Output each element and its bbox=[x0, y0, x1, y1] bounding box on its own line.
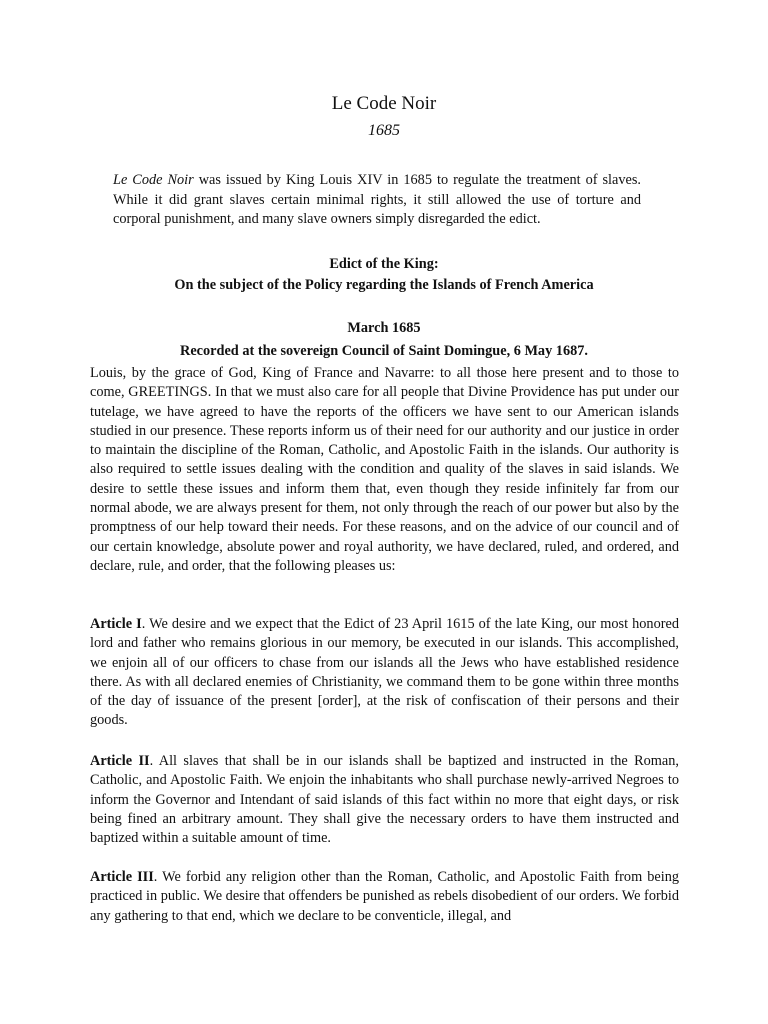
document-year: 1685 bbox=[368, 122, 400, 139]
preamble-paragraph: Louis, by the grace of God, King of France and Navarre: to all those here present and to those to come, GREETINGS. In that we must also care for all people that Divine Providence has put under our tutelage, we have agreed to have the reports of the officers we have sent to our American islands studied in our presence. These reports inform us of their need for our authority and our justice in order to maintain the discipline of the Roman, Catholic, and Apostolic Faith in the islands. Our authority is also required to settle issues dealing with the condition and quality of the slaves in said islands. We desire to settle these issues and inform them that, even though they reside infinitely far from our normal abode, we are always present for them, not only through the reach of our power but also by the promptness of our help toward their needs. For these reasons, and on the advice of our council and of our certain knowledge, absolute power and royal authority, we have declared, ruled, and ordered, and declare, rule, and order, that the following pleases us: bbox=[90, 365, 679, 574]
article-label: Article II bbox=[90, 753, 150, 769]
document-title: Le Code Noir bbox=[331, 93, 437, 114]
intro-italic-lead: Le Code Noir bbox=[113, 172, 194, 188]
edict-subheading: On the subject of the Policy regarding the Islands of French America bbox=[174, 277, 594, 293]
date-heading: March 1685 bbox=[347, 320, 421, 336]
edict-heading: Edict of the King: bbox=[329, 256, 439, 272]
intro-paragraph bbox=[113, 171, 641, 230]
article-paragraph bbox=[90, 868, 679, 926]
article-label: Article III bbox=[90, 869, 154, 885]
article-paragraph bbox=[90, 752, 679, 848]
article-text: . All slaves that shall be in our islands shall be baptized and instructed in the Roman, Catholic, and Apostolic Faith. We enjoin the inhabitants who shall purchase newly-arrived Negroes to inform the Governor and Intendant of said islands of this fact within no more that eight days, or risk being fined an arbitrary amount. They shall give the necessary orders to have them instructed and baptized within a suitable amount of time. bbox=[90, 753, 679, 847]
recorded-heading: Recorded at the sovereign Council of Saint Domingue, 6 May 1687. bbox=[180, 343, 588, 359]
intro-text: was issued by King Louis XIV in 1685 to regulate the treatment of slaves. While it did grant slaves certain minimal rights, it still allowed the use of torture and corporal punishment, and many slave owners simply disregarded the edict. bbox=[113, 172, 641, 227]
article-text: . We forbid any religion other than the Roman, Catholic, and Apostolic Faith from being practiced in public. We desire that offenders be punished as rebels disobedient of our orders. We forbid any gathering to that end, which we declare to be conventicle, illegal, and bbox=[90, 869, 679, 924]
article-paragraph bbox=[90, 615, 679, 731]
article-text: . We desire and we expect that the Edict of 23 April 1615 of the late King, our most honored lord and father who remains glorious in our memory, be executed in our islands. This accomplished, we enjoin all of our officers to chase from our islands all the Jews who have established residence there. As with all declared enemies of Christianity, we command them to be gone within three months of the day of issuance of the present [order], at the risk of confiscation of their persons and their goods. bbox=[90, 616, 679, 729]
article-label: Article I bbox=[90, 616, 142, 632]
